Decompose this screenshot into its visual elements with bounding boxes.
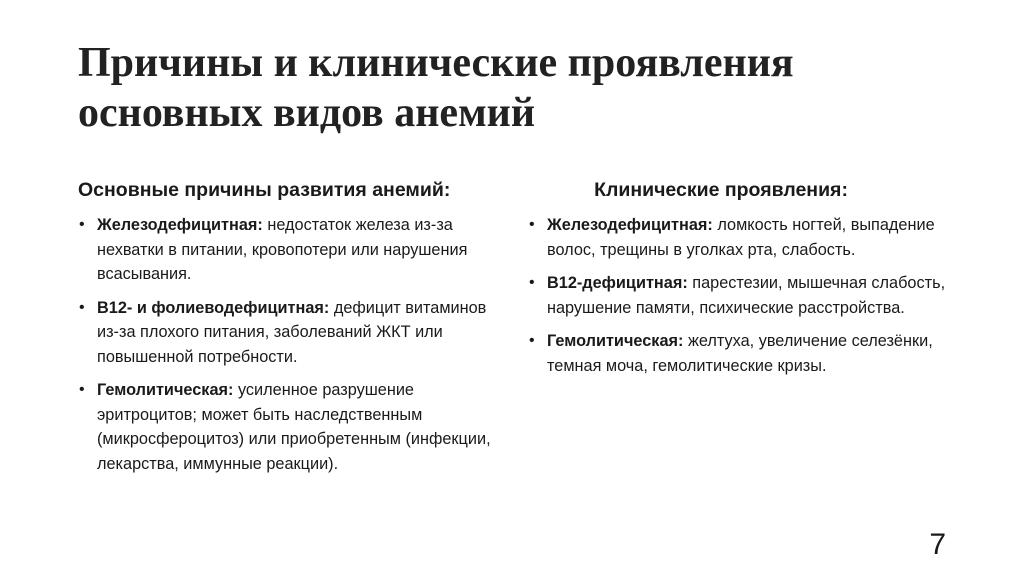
causes-heading: Основные причины развития анемий: — [78, 179, 451, 201]
item-term: Железодефицитная: — [97, 216, 263, 234]
bullet-icon: • — [79, 381, 85, 398]
item-text: недостаток железа из-за нехватки в питании, кровопотери или нарушения всасывания. — [97, 216, 468, 283]
causes-list — [78, 213, 498, 476]
item-term: Железодефицитная: — [547, 216, 713, 234]
list-item — [78, 213, 498, 287]
clinical-list — [528, 213, 948, 378]
list-item — [528, 271, 948, 320]
slide-title-line-1: Причины и клинические проявления — [78, 40, 794, 86]
clinical-column — [528, 176, 948, 387]
slide-title — [78, 38, 958, 138]
bullet-icon: • — [529, 332, 535, 349]
bullet-icon: • — [79, 298, 85, 316]
item-term: Гемолитическая: — [97, 381, 234, 399]
list-item — [78, 378, 498, 476]
page-number: 7 — [929, 528, 946, 561]
item-term: В12- и фолиеводефицитная: — [97, 298, 330, 317]
causes-column — [78, 176, 498, 485]
list-item — [528, 329, 948, 378]
item-text: усиленное разрушение эритроцитов; может быть наследственным (микросфероцитоз) или приобретенным (инфекции, лекарства, иммунные реакции). — [97, 381, 491, 473]
item-text: желтуха, увеличение селезёнки, темная моча, гемолитические кризы. — [547, 332, 933, 375]
clinical-heading: Клинические проявления: — [594, 179, 848, 201]
list-item — [528, 213, 948, 262]
item-term: Гемолитическая: — [547, 332, 684, 350]
item-text: дефицит витаминов из-за плохого питания, заболеваний ЖКТ или повышенной потребности. — [97, 298, 487, 366]
bullet-icon: • — [529, 216, 535, 233]
list-item — [78, 296, 498, 370]
item-text: ломкость ногтей, выпадение волос, трещины в уголках рта, слабость. — [547, 216, 935, 259]
bullet-icon: • — [529, 274, 535, 291]
slide-title-line-2: основных видов анемий — [78, 90, 536, 136]
bullet-icon: • — [79, 216, 85, 233]
item-text: парестезии, мышечная слабость, нарушение памяти, психические расстройства. — [547, 274, 946, 317]
item-term: В12-дефицитная: — [547, 274, 688, 292]
